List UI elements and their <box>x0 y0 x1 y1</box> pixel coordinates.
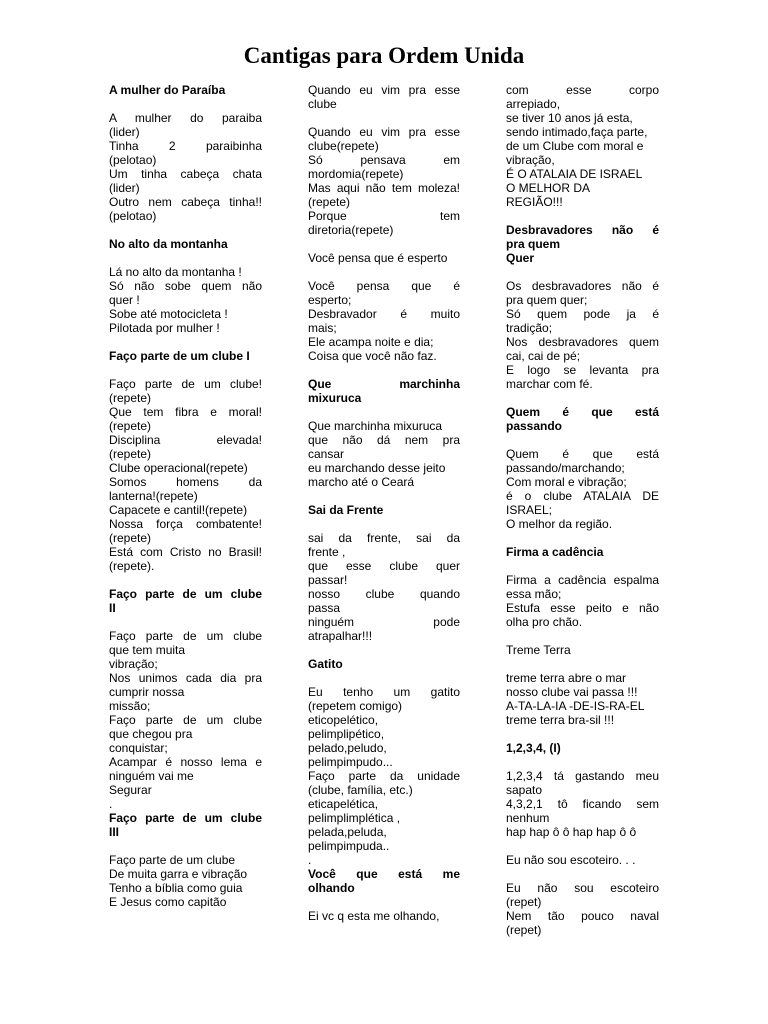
lyric-line: pelimplimplética , <box>308 811 401 825</box>
blank-line <box>506 559 659 573</box>
lyric-line: nenhum <box>506 811 550 825</box>
lyric-line: A mulher do paraiba <box>109 111 262 125</box>
blank-line <box>109 251 262 265</box>
lyric-line: pelimpimpudo... <box>308 755 393 769</box>
lyric-line: Só não sobe quem não <box>109 279 262 293</box>
section-heading: passando <box>506 419 563 433</box>
lyric-line: eticopelético, <box>308 713 379 727</box>
section-heading: Gatito <box>308 657 343 671</box>
lyric-line: hap hap ô ô hap hap ô ô <box>506 825 637 839</box>
column-3 <box>506 83 659 937</box>
blank-line <box>308 363 460 377</box>
lyric-line: Mas aqui não tem moleza! <box>308 181 460 195</box>
lyric-line: Desbravador é muito <box>308 307 460 321</box>
lyric-line: Eu não sou escoteiro <box>506 881 659 895</box>
lyric-line: treme terra abre o mar <box>506 671 627 685</box>
lyric-line: essa mão; <box>506 587 562 601</box>
lyric-line: (repete) <box>109 419 152 433</box>
blank-line <box>506 755 659 769</box>
lyric-line: Ei vc q esta me olhando, <box>308 909 440 923</box>
lyric-line: sendo intimado,faça parte, <box>506 125 648 139</box>
lyric-line: ninguém vai me <box>109 769 194 783</box>
section-heading: Que marchinha <box>308 377 460 391</box>
blank-line <box>308 489 460 503</box>
blank-line <box>109 223 262 237</box>
blank-line <box>506 531 659 545</box>
lyric-line: com esse corpo <box>506 83 659 97</box>
blank-line <box>308 643 460 657</box>
blank-line <box>506 867 659 881</box>
lyric-line: Quando eu vim pra esse <box>308 83 460 97</box>
lyric-line: Nos unimos cada dia pra <box>109 671 262 685</box>
lyric-line: Um tinha cabeça chata <box>109 167 262 181</box>
lyric-line: Ele acampa noite e dia; <box>308 335 434 349</box>
lyric-line: ninguém pode <box>308 615 460 629</box>
lyric-line: 1,2,3,4 tá gastando meu <box>506 769 659 783</box>
lyric-line: Faço parte de um clube! <box>109 377 262 391</box>
blank-line <box>506 629 659 643</box>
lyric-line: marchar com fé. <box>506 377 593 391</box>
lyric-line: Acampar é nosso lema e <box>109 755 262 769</box>
lyric-line: REGIÃO!!! <box>506 195 563 209</box>
section-heading: Faço parte de um clube I <box>109 349 250 363</box>
lyric-line: Porque tem <box>308 209 460 223</box>
section-heading: Quer <box>506 251 535 265</box>
lyric-line: Tenho a bíblia como guia <box>109 881 243 895</box>
lyric-line: (repete) <box>109 447 152 461</box>
lyric-line: tradição; <box>506 321 553 335</box>
lyric-line: pelado,peludo, <box>308 741 387 755</box>
lyric-line: cumprir nossa <box>109 685 185 699</box>
lyric-line: (repet) <box>506 895 542 909</box>
lyric-line: Você pensa que é <box>308 279 460 293</box>
section-heading: Firma a cadência <box>506 545 604 559</box>
lyric-line: sai da frente, sai da <box>308 531 460 545</box>
lyric-line: arrepiado, <box>506 97 561 111</box>
blank-line <box>109 97 262 111</box>
lyric-line: Que marchinha mixuruca <box>308 419 443 433</box>
lyric-line: Com moral e vibração; <box>506 475 627 489</box>
lyric-line: sapato <box>506 783 543 797</box>
lyric-line: Coisa que você não faz. <box>308 349 437 363</box>
lyric-line: . <box>109 797 113 811</box>
section-heading: II <box>109 601 116 615</box>
blank-line <box>506 727 659 741</box>
lyric-line: missão; <box>109 699 151 713</box>
lyric-line: E Jesus como capitão <box>109 895 227 909</box>
lyric-line: Estufa esse peito e não <box>506 601 659 615</box>
lyric-line: (repete) <box>109 391 152 405</box>
lyric-line: Faço parte de um clube <box>109 713 262 727</box>
lyric-line: eu marchando desse jeito <box>308 461 446 475</box>
lyric-line: passar! <box>308 573 348 587</box>
lyric-line: pelada,peluda, <box>308 825 387 839</box>
lyric-line: (repete) <box>109 531 152 545</box>
lyric-line: quer ! <box>109 293 140 307</box>
lyric-line: Faço parte de um clube <box>109 853 236 867</box>
lyric-line: que chegou pra <box>109 727 193 741</box>
lyric-line: Só pensava em <box>308 153 460 167</box>
lyric-line: Lá no alto da montanha ! <box>109 265 242 279</box>
lyric-line: Os desbravadores não é <box>506 279 659 293</box>
blank-line <box>308 671 460 685</box>
lyric-line: treme terra bra-sil !!! <box>506 713 615 727</box>
lyric-line: cai, cai de pé; <box>506 349 581 363</box>
lyric-line: De muita garra e vibração <box>109 867 248 881</box>
lyric-line: (repete). <box>109 559 155 573</box>
lyric-line: (clube, família, etc.) <box>308 783 413 797</box>
lyric-line: clube <box>308 97 337 111</box>
section-heading: Sai da Frente <box>308 503 384 517</box>
lyric-line: nosso clube vai passa !!! <box>506 685 638 699</box>
lyric-line: . <box>308 853 312 867</box>
lyric-line: Capacete e cantil!(repete) <box>109 503 248 517</box>
blank-line <box>308 237 460 251</box>
section-heading: Você que está me <box>308 867 460 881</box>
lyric-line: Treme Terra <box>506 643 571 657</box>
section-heading: III <box>109 825 120 839</box>
section-heading: Desbravadores não é <box>506 223 659 237</box>
lyric-line: mais; <box>308 321 337 335</box>
blank-line <box>109 615 262 629</box>
section-heading: Quem é que está <box>506 405 659 419</box>
column-2 <box>308 83 460 923</box>
lyric-line: Somos homens da <box>109 475 262 489</box>
lyric-line: Clube operacional(repete) <box>109 461 248 475</box>
lyric-line: (pelotao) <box>109 153 157 167</box>
lyric-line: atrapalhar!!! <box>308 629 373 643</box>
lyric-line: (repete) <box>308 195 351 209</box>
blank-line <box>506 265 659 279</box>
blank-line <box>308 517 460 531</box>
lyric-line: pelimpimpuda.. <box>308 839 390 853</box>
blank-line <box>109 335 262 349</box>
section-heading: 1,2,3,4, (I) <box>506 741 561 755</box>
lyric-line: que não dá nem pra <box>308 433 460 447</box>
blank-line <box>308 265 460 279</box>
section-heading: pra quem <box>506 237 561 251</box>
lyric-line: de um Clube com moral e <box>506 139 644 153</box>
section-heading: Faço parte de um clube <box>109 587 262 601</box>
lyric-line: O melhor da região. <box>506 517 613 531</box>
lyric-line: é o clube ATALAIA DE <box>506 489 659 503</box>
lyric-line: Quando eu vim pra esse <box>308 125 460 139</box>
lyric-line: diretoria(repete) <box>308 223 394 237</box>
blank-line <box>506 839 659 853</box>
lyric-line: cansar <box>308 447 345 461</box>
lyric-line: 4,3,2,1 tô ficando sem <box>506 797 659 811</box>
lyric-line: se tiver 10 anos já esta, <box>506 111 633 125</box>
blank-line <box>506 433 659 447</box>
blank-line <box>109 363 262 377</box>
blank-line <box>506 209 659 223</box>
lyric-line: Eu não sou escoteiro. . . <box>506 853 636 867</box>
lyric-line: Nossa força combatente! <box>109 517 262 531</box>
lyric-line: Pilotada por mulher ! <box>109 321 220 335</box>
lyric-line: Nos desbravadores quem <box>506 335 659 349</box>
lyric-line: mordomia(repete) <box>308 167 404 181</box>
lyric-line: É O ATALAIA DE ISRAEL <box>506 167 643 181</box>
lyric-line: Nem tão pouco naval <box>506 909 659 923</box>
lyric-line: Disciplina elevada! <box>109 433 262 447</box>
section-heading: No alto da montanha <box>109 237 228 251</box>
section-heading: Faço parte de um clube <box>109 811 262 825</box>
lyric-line: clube(repete) <box>308 139 379 153</box>
section-heading: A mulher do Paraíba <box>109 83 226 97</box>
lyric-line: pelimplipético, <box>308 727 385 741</box>
lyric-line: Quem é que está <box>506 447 659 461</box>
lyric-line: vibração; <box>109 657 158 671</box>
lyric-line: lanterna!(repete) <box>109 489 198 503</box>
lyric-line: A-TA-LA-IA -DE-IS-RA-EL <box>506 699 645 713</box>
lyric-line: que tem muita <box>109 643 186 657</box>
lyric-line: frente , <box>308 545 346 559</box>
lyric-line: marcho até o Ceará <box>308 475 415 489</box>
lyric-line: conquistar; <box>109 741 168 755</box>
lyric-line: (lider) <box>109 125 140 139</box>
lyric-line: Segurar <box>109 783 152 797</box>
lyric-line: Outro nem cabeça tinha!! <box>109 195 262 209</box>
blank-line <box>506 391 659 405</box>
page-title: Cantigas para Ordem Unida <box>243 43 525 68</box>
lyric-line: que esse clube quer <box>308 559 460 573</box>
lyric-line: Você pensa que é esperto <box>308 251 448 265</box>
blank-line <box>308 405 460 419</box>
lyric-line: Sobe até motocicleta ! <box>109 307 228 321</box>
lyric-line: passa <box>308 601 341 615</box>
lyric-line: olha pro chão. <box>506 615 583 629</box>
lyric-line: Está com Cristo no Brasil! <box>109 545 262 559</box>
lyric-line: Tinha 2 paraibinha <box>109 139 262 153</box>
lyric-line: ISRAEL; <box>506 503 553 517</box>
lyric-line: pra quem quer; <box>506 293 588 307</box>
blank-line <box>308 111 460 125</box>
lyric-line: Faço parte da unidade <box>308 769 460 783</box>
lyric-line: vibração, <box>506 153 555 167</box>
blank-line <box>308 895 460 909</box>
lyric-line: Que tem fibra e moral! <box>109 405 262 419</box>
lyric-line: esperto; <box>308 293 352 307</box>
lyric-line: eticapelética, <box>308 797 379 811</box>
lyric-line: Eu tenho um gatito <box>308 685 460 699</box>
section-heading: mixuruca <box>308 391 362 405</box>
lyric-line: O MELHOR DA <box>506 181 591 195</box>
lyric-line: (pelotao) <box>109 209 157 223</box>
blank-line <box>109 573 262 587</box>
lyric-line: nosso clube quando <box>308 587 460 601</box>
lyric-line: Firma a cadência espalma <box>506 573 659 587</box>
lyric-line: Faço parte de um clube <box>109 629 262 643</box>
lyric-line: E logo se levanta pra <box>506 363 659 377</box>
column-1 <box>109 83 262 909</box>
lyric-line: Só quem pode ja é <box>506 307 659 321</box>
lyric-line: (repetem comigo) <box>308 699 403 713</box>
blank-line <box>506 657 659 671</box>
blank-line <box>109 839 262 853</box>
section-heading: olhando <box>308 881 355 895</box>
lyric-line: passando/marchando; <box>506 461 625 475</box>
lyric-line: (lider) <box>109 181 140 195</box>
lyric-line: (repet) <box>506 923 542 937</box>
